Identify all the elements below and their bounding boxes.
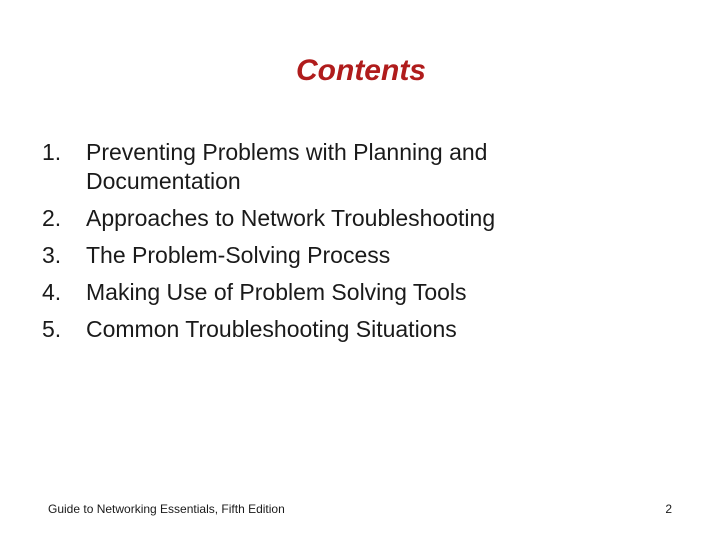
- list-item: [42, 315, 602, 344]
- list-item-number: 1.: [42, 139, 62, 165]
- page-number: 2: [665, 502, 672, 516]
- list-item: [42, 278, 602, 307]
- list-item-number: 4.: [42, 279, 62, 305]
- slide-title: Contents: [296, 54, 426, 87]
- list-item-number: 2.: [42, 205, 62, 231]
- list-item-text: Common Troubleshooting Situations: [86, 316, 457, 342]
- contents-list: [42, 138, 602, 352]
- footer-source: Guide to Networking Essentials, Fifth Edition: [48, 502, 285, 516]
- list-item-text: The Problem-Solving Process: [86, 242, 391, 268]
- list-item-text: Preventing Problems with Planning and Documentation: [86, 139, 488, 194]
- list-item: [42, 241, 602, 270]
- list-item-number: 3.: [42, 242, 62, 268]
- list-item-text: Approaches to Network Troubleshooting: [86, 205, 496, 231]
- list-item-text: Making Use of Problem Solving Tools: [86, 279, 467, 305]
- list-item: [42, 138, 602, 196]
- list-item-number: 5.: [42, 316, 62, 342]
- list-item: [42, 204, 602, 233]
